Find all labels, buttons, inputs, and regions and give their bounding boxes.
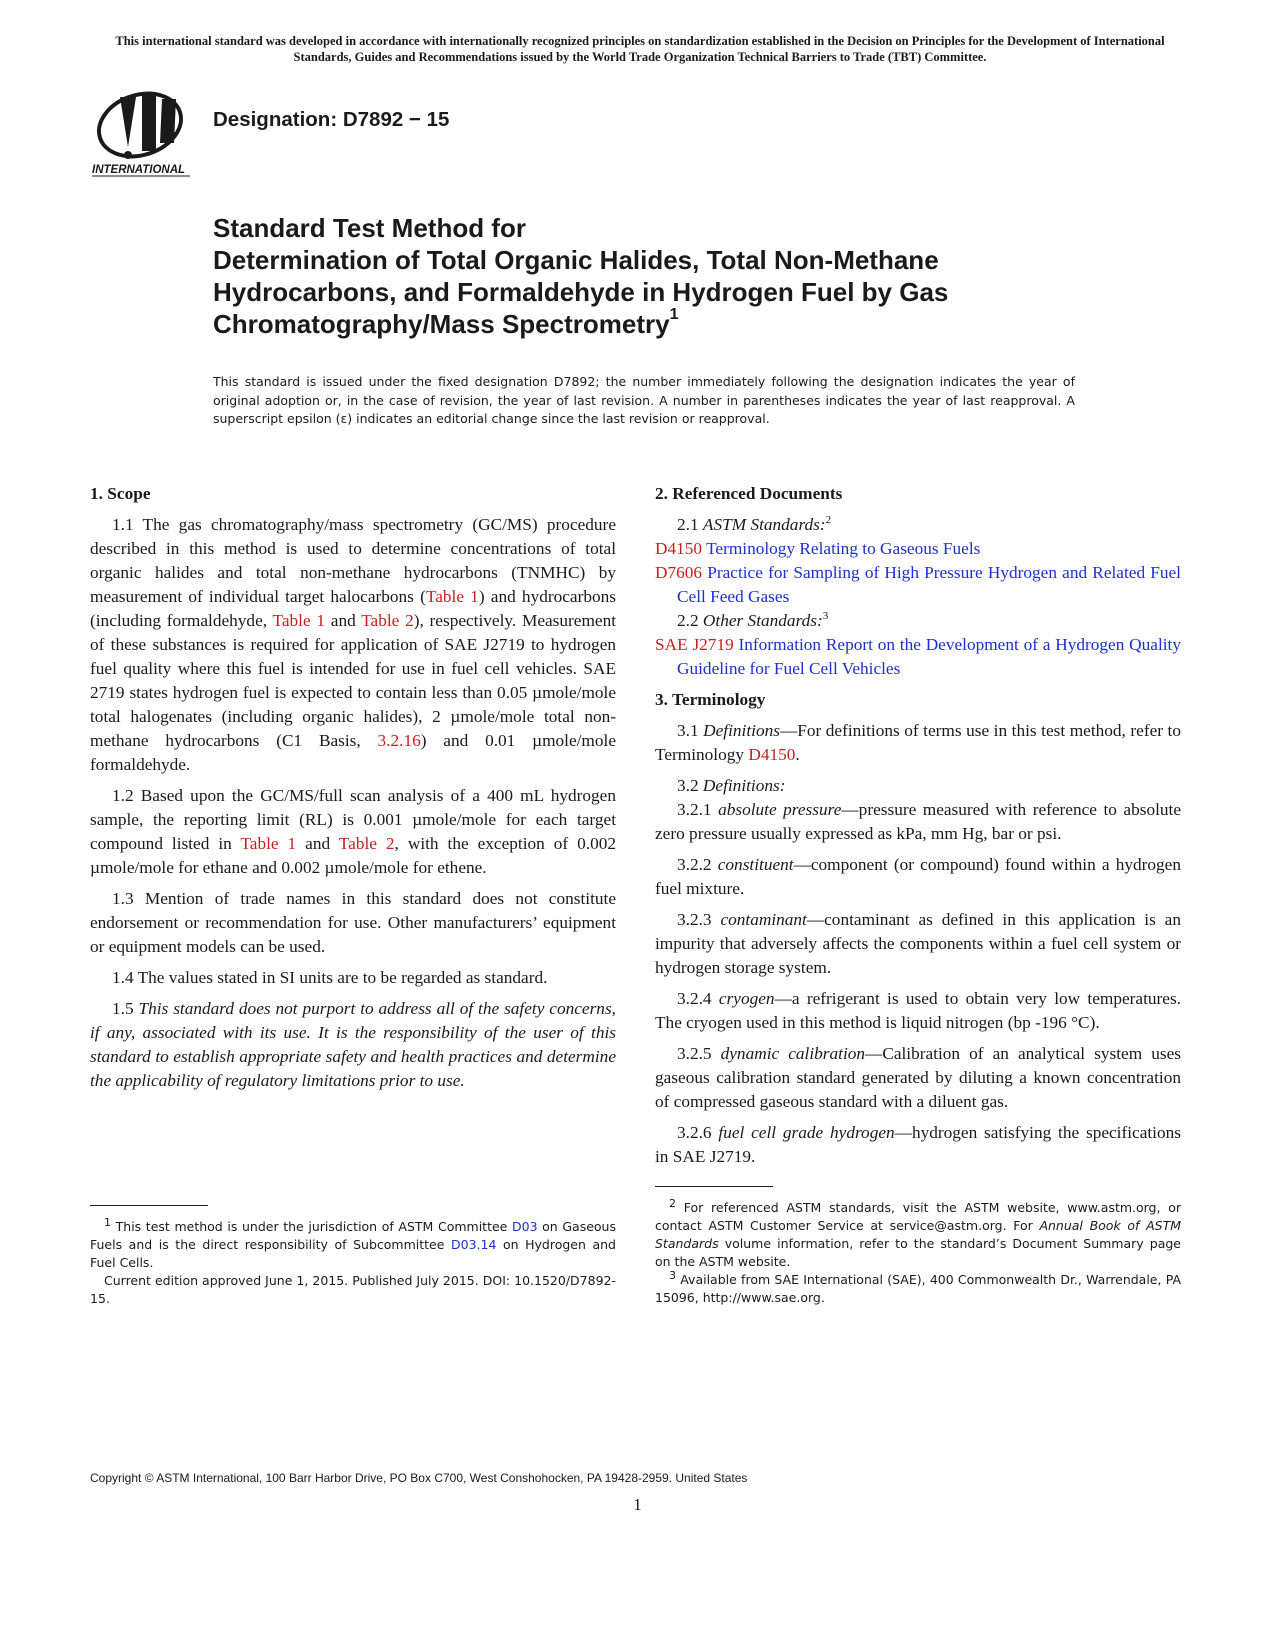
para-1-3: 1.3 Mention of trade names in this standard does not constitute endorsement or recommendation for use. Other manufacturers’ equipment or equipment models can be used.: [90, 889, 616, 956]
issue-note: This standard is issued under the fixed designation D7892; the number immediately following the designation indicates the year of original adoption or, in the case of revision, the year of last revision. A number in parentheses indicates the year of last reapproval. A superscript epsilon (ε) indicates an editorial change since the last revision or reapproval.: [213, 374, 1075, 426]
section-references-heading: 2. Referenced Documents: [655, 484, 843, 503]
right-column: [655, 483, 1181, 1176]
definition-3-2-5: 3.2.5 dynamic calibration—Calibration of an analytical system uses gaseous calibration standard generated by diluting a known concentration of compressed gaseous standard with a diluent gas.: [655, 1044, 1181, 1111]
document-title: [213, 212, 1143, 340]
link-d03[interactable]: D03: [511, 1219, 538, 1234]
astm-logo-icon: [90, 85, 200, 180]
title-line-1: Standard Test Method for: [213, 213, 526, 243]
designation: Designation: D7892 − 15: [213, 108, 450, 131]
para-1-5: 1.5 This standard does not purport to address all of the safety concerns, if any, associated with its use. It is the responsibility of the user of this standard to establish appropriate safety and health practices and determine the applicability of regulatory limitations prior to use.: [90, 999, 616, 1090]
definition-3-2-6: 3.2.6 fuel cell grade hydrogen—hydrogen satisfying the specifications in SAE J2719.: [655, 1123, 1181, 1166]
footnote-2: $^2$ For referenced ASTM standards, visit the ASTM website, www.astm.org, or contact ASTM Customer Service at service@astm.org. For Annual Book of ASTM Standards volume information, refer to the standard’s Document Summary page on the ASTM website.: [655, 1196, 1181, 1269]
definition-3-2-3: 3.2.3 contaminant—contaminant as defined in this application is an impurity that adversely affects the components within a fuel cell system or hydrogen storage system.: [655, 910, 1181, 977]
left-column: [90, 483, 616, 1100]
link-table-1[interactable]: Table 1: [425, 587, 479, 606]
footnote-rule-right: [655, 1186, 773, 1187]
footnotes-right: [655, 1196, 1181, 1307]
definition-3-2-2: 3.2.2 constituent—component (or compound) found within a hydrogen fuel mixture.: [655, 855, 1181, 898]
title-line-2: Determination of Total Organic Halides, Total Non-Methane: [213, 245, 939, 275]
tbt-notice: This international standard was developed in accordance with internationally recognized principles on standardization established in the Decision on Principles for the Development of International Standards, Guides and Recommendations issued by the World Trade Organization Technical Barriers to Trade (TBT) Committee.: [115, 34, 1165, 64]
footnote-1: $^1$ This test method is under the jurisdiction of ASTM Committee D03 on Gaseous Fuels and is the direct responsibility of Subcommittee D03.14 on Hydrogen and Fuel Cells.: [90, 1215, 616, 1270]
logo-subtext: INTERNATIONAL: [92, 164, 186, 176]
para-3-2: 3.2 Definitions:: [677, 776, 786, 795]
footnotes-left: [90, 1215, 616, 1308]
section-scope-heading: 1. Scope: [90, 484, 151, 503]
reference-sae-j2719[interactable]: SAE J2719 Information Report on the Development of a Hydrogen Quality Guideline for Fuel Cell Vehicles: [655, 635, 1181, 678]
para-1-4: 1.4 The values stated in SI units are to be regarded as standard.: [112, 968, 548, 987]
para-2-1: 2.1 ASTM Standards:$^2$: [677, 514, 832, 534]
link-d4150[interactable]: D4150: [748, 745, 796, 764]
definition-3-2-4: 3.2.4 cryogen—a refrigerant is used to obtain very low temperatures. The cryogen used in this method is liquid nitrogen (bp -196 °C).: [655, 989, 1181, 1032]
link-table-2[interactable]: Table 2: [361, 611, 414, 630]
footnote-3: $^3$ Available from SAE International (SAE), 400 Commonwealth Dr., Warrendale, PA 15096, http://www.sae.org.: [655, 1268, 1181, 1305]
link-table-1[interactable]: Table 1: [240, 834, 297, 853]
footnote-rule-left: [90, 1205, 208, 1206]
para-2-2: 2.2 Other Standards:$^3$: [677, 610, 829, 630]
link-table-1[interactable]: Table 1: [272, 611, 326, 630]
para-1-2: 1.2 Based upon the GC/MS/full scan analysis of a 400 mL hydrogen sample, the reporting limit (RL) is 0.001 µmole/mole for each target compound listed in Table 1 and Table 2, with the exception of 0.002 µmole/mole for ethane and 0.002 µmole/mole for ethene.: [90, 786, 617, 877]
copyright-footer: Copyright © ASTM International, 100 Barr Harbor Drive, PO Box C700, West Conshohocken, PA 19428-2959. United States: [90, 1471, 748, 1485]
reference-d7606[interactable]: D7606 Practice for Sampling of High Pressure Hydrogen and Related Fuel Cell Feed Gases: [655, 563, 1181, 606]
link-section-3-2-16[interactable]: 3.2.16: [377, 731, 421, 750]
para-1-1: 1.1 The gas chromatography/mass spectrometry (GC/MS) procedure described in this method is used to determine concentrations of total organic halides and total non-methane hydrocarbons (TNMHC) by measurement of individual target halocarbons (Table 1) and hydrocarbons (including formaldehyde, Table 1 and Table 2), respectively. Measurement of these substances is required for application of SAE J2719 to hydrogen fuel quality where this fuel is intended for use in fuel cell vehicles. SAE 2719 states hydrogen fuel is expected to contain less than 0.05 µmole/mole total halogenates (including organic halides), 2 µmole/mole total non-methane hydrocarbons (C1 Basis, 3.2.16) and 0.01 µmole/mole formaldehyde.: [90, 515, 617, 774]
definition-3-2-1: 3.2.1 absolute pressure—pressure measured with reference to absolute zero pressure usually expressed as kPa, mm Hg, bar or psi.: [655, 800, 1181, 843]
section-terminology-heading: 3. Terminology: [655, 690, 766, 709]
link-d03-14[interactable]: D03.14: [450, 1237, 497, 1252]
page-number: 1: [633, 1495, 642, 1514]
edition-note: Current edition approved June 1, 2015. Published July 2015. DOI: 10.1520/D7892-15.: [90, 1273, 616, 1306]
title-footnote-marker: 1: [669, 306, 679, 324]
title-line-4: Chromatography/Mass Spectrometry: [213, 309, 670, 339]
title-line-3: Hydrocarbons, and Formaldehyde in Hydrogen Fuel by Gas: [213, 277, 949, 307]
link-table-2[interactable]: Table 2: [338, 834, 395, 853]
para-3-1: 3.1 Definitions—For definitions of terms use in this test method, refer to Terminology D4150.: [655, 721, 1181, 764]
reference-d4150[interactable]: D4150 Terminology Relating to Gaseous Fuels: [655, 539, 981, 558]
